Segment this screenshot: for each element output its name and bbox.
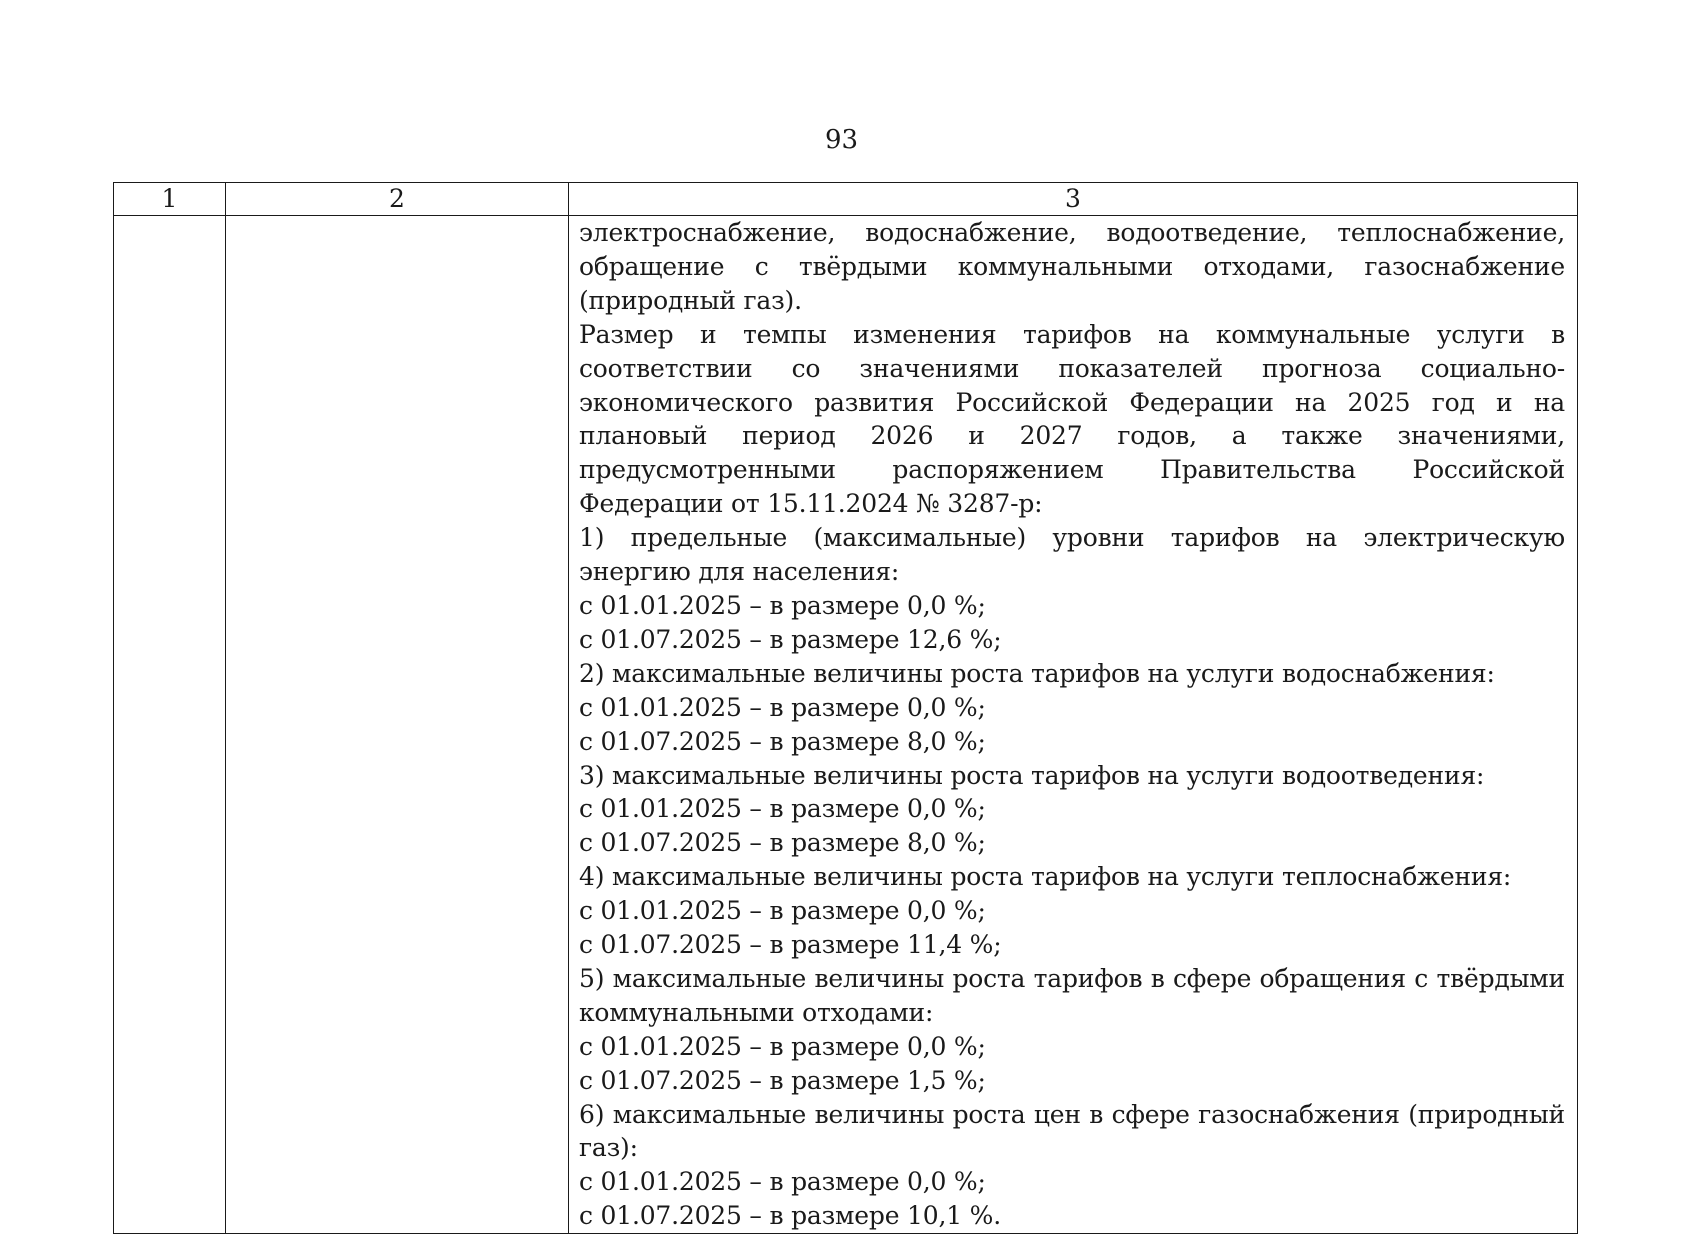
paragraph: с 01.07.2025 – в размере 1,5 %; (579, 1065, 986, 1095)
cell-content (569, 216, 1577, 1233)
paragraph: 3) максимальные величины роста тарифов на услуги водоотведения: (579, 760, 1485, 790)
header-col-2: 2 (226, 183, 569, 216)
header-col-1: 1 (114, 183, 226, 216)
cell-col-3 (569, 216, 1578, 1234)
table-row (114, 216, 1578, 1234)
table-header-row (114, 183, 1578, 216)
paragraph: с 01.01.2025 – в размере 0,0 %; (579, 1167, 986, 1197)
cell-col-1 (114, 216, 226, 1234)
paragraph: 6) максимальные величины роста цен в сфере газоснабжения (природный газ): (579, 1099, 1565, 1163)
paragraph: с 01.07.2025 – в размере 11,4 %; (579, 930, 1002, 960)
paragraph: 1) предельные (максимальные) уровни тарифов на электрическую энергию для населения: (579, 523, 1565, 587)
paragraph: с 01.01.2025 – в размере 0,0 %; (579, 794, 986, 824)
paragraph: с 01.07.2025 – в размере 8,0 %; (579, 828, 986, 858)
paragraph: с 01.01.2025 – в размере 0,0 %; (579, 692, 986, 722)
paragraph: Размер и темпы изменения тарифов на коммунальные услуги в соответствии со значениями показателей прогноза социально-экономического развития Российской Федерации на 2025 год и на плановый период 2026 и 2027 годов, а также значениями, предусмотренными распоряжением Правительства Российской Федерации от 15.11.2024 № 3287-р: (579, 319, 1565, 519)
paragraph: с 01.07.2025 – в размере 8,0 %; (579, 726, 986, 756)
header-col-3: 3 (569, 183, 1578, 216)
paragraph: 2) максимальные величины роста тарифов на услуги водоснабжения: (579, 658, 1495, 688)
paragraph: с 01.01.2025 – в размере 0,0 %; (579, 590, 986, 620)
page-number: 93 (824, 125, 859, 155)
paragraph: с 01.07.2025 – в размере 12,6 %; (579, 624, 1002, 654)
paragraph: с 01.01.2025 – в размере 0,0 %; (579, 896, 986, 926)
cell-col-2 (226, 216, 569, 1234)
document-table (113, 182, 1578, 1234)
paragraph: электроснабжение, водоснабжение, водоотведение, теплоснабжение, обращение с твёрдыми коммунальными отходами, газоснабжение (природный газ). (579, 218, 1565, 315)
paragraph: с 01.01.2025 – в размере 0,0 %; (579, 1031, 986, 1061)
paragraph: 4) максимальные величины роста тарифов на услуги теплоснабжения: (579, 862, 1512, 892)
paragraph: с 01.07.2025 – в размере 10,1 %. (579, 1201, 1001, 1231)
paragraph: 5) максимальные величины роста тарифов в сфере обращения с твёрдыми коммунальными отходами: (579, 963, 1565, 1027)
